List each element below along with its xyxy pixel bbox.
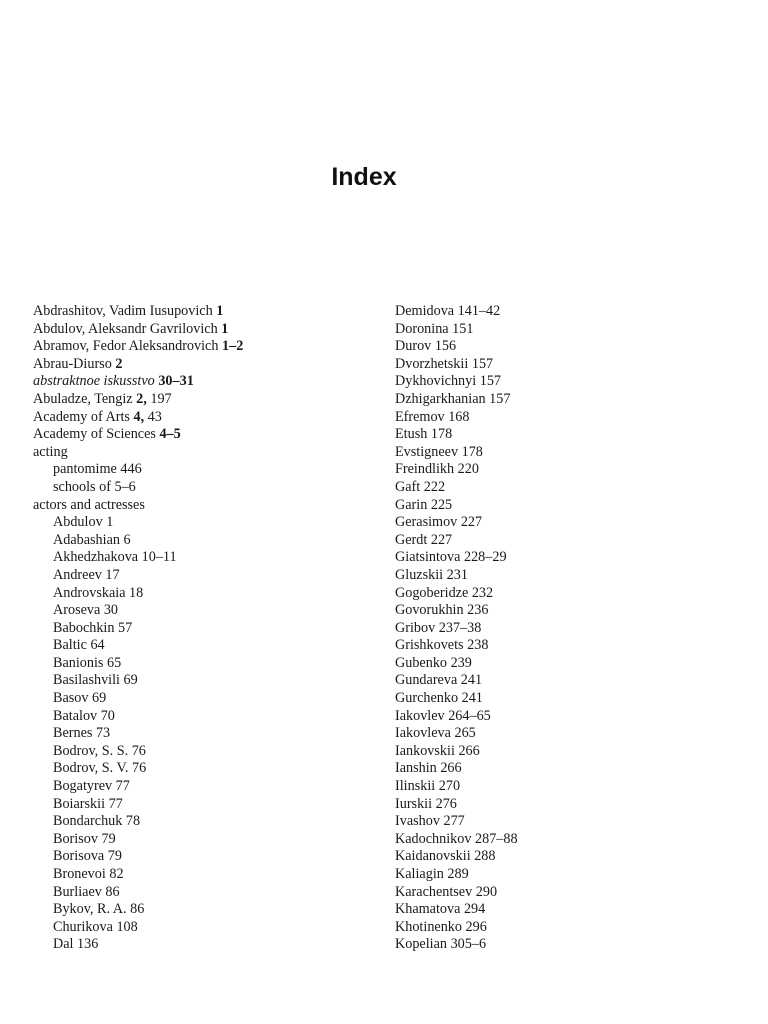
page-reference: 288	[474, 848, 496, 865]
index-term: Academy of Sciences	[33, 426, 156, 443]
page-reference: 178	[461, 443, 483, 460]
index-term: Churikova	[53, 918, 113, 935]
index-entry	[395, 708, 735, 726]
index-term: Ivashov	[395, 813, 440, 830]
index-term: Durov	[395, 338, 432, 355]
index-subentry	[33, 585, 363, 603]
page-reference: 57	[118, 619, 133, 636]
index-entry	[395, 338, 735, 356]
index-entry	[33, 391, 363, 409]
index-term: Abrau-Diurso	[33, 355, 112, 372]
index-term: Academy of Arts	[33, 408, 130, 425]
page-reference: 266	[458, 742, 480, 759]
index-entry	[395, 936, 735, 954]
index-entry	[33, 338, 363, 356]
index-term: Abdrashitov, Vadim Iusupovich	[33, 303, 213, 319]
page-reference: 156	[434, 338, 457, 355]
index-term: Ianshin	[395, 760, 437, 777]
index-entry	[395, 303, 735, 321]
index-subentry	[33, 690, 363, 708]
index-subentry	[33, 866, 363, 884]
index-subentry	[33, 620, 363, 638]
index-entry	[395, 796, 735, 814]
index-term: Iakovlev	[395, 707, 445, 724]
index-term: Karachentsev	[395, 883, 473, 900]
index-term: Batalov	[53, 707, 98, 724]
page-reference: 239	[450, 654, 472, 671]
page-reference: 77	[108, 795, 123, 812]
page-reference: 65	[107, 654, 122, 671]
index-subentry	[33, 549, 363, 567]
index-entry	[395, 444, 735, 462]
page-reference: 231	[446, 566, 468, 583]
index-term: Boiarskii	[53, 795, 106, 812]
index-subentry	[33, 901, 363, 919]
index-entry	[395, 672, 735, 690]
index-subentry	[33, 532, 363, 550]
page-reference: 168	[448, 408, 470, 425]
page-reference: 69	[123, 672, 138, 689]
index-term: Giatsintova	[395, 549, 461, 566]
index-term: Etush	[395, 426, 428, 443]
index-entry	[395, 514, 735, 532]
page-reference: 266	[440, 760, 462, 777]
index-term: Evstigneev	[395, 443, 459, 460]
index-entry	[395, 919, 735, 937]
page-reference: 290	[475, 883, 498, 900]
page-reference: 86	[105, 883, 120, 900]
index-term: Dal	[53, 936, 74, 953]
index-term: Gluzskii	[395, 566, 444, 583]
page-reference: 1	[216, 303, 224, 319]
index-entry	[395, 497, 735, 515]
index-term: pantomime	[53, 461, 117, 478]
index-entry	[395, 567, 735, 585]
page-reference: 4–5	[159, 426, 181, 443]
index-entry	[395, 743, 735, 761]
page-reference: 287–88	[475, 830, 518, 847]
index-entry	[395, 778, 735, 796]
page-reference: 64	[90, 637, 105, 654]
index-term: Basilashvili	[53, 672, 120, 689]
page-reference: 232	[471, 584, 494, 601]
index-term: Kopelian	[395, 936, 448, 953]
page-reference: 236	[467, 602, 489, 619]
index-term: Dykhovichnyi	[395, 373, 477, 390]
index-subentry	[33, 602, 363, 620]
page-reference: 17	[105, 566, 120, 583]
index-subentry	[33, 725, 363, 743]
page-reference: 79	[101, 830, 116, 847]
page-reference: 157	[471, 355, 494, 372]
page-reference: 270	[438, 778, 461, 795]
index-term: Doronina	[395, 320, 449, 337]
index-entry	[395, 620, 735, 638]
index-term: acting	[33, 443, 68, 460]
index-subentry	[33, 672, 363, 690]
page-reference: 220	[457, 461, 479, 478]
page-reference: 227	[430, 531, 453, 548]
index-term: Gurchenko	[395, 690, 459, 707]
index-subentry	[33, 796, 363, 814]
page-reference: 5–6	[114, 478, 136, 495]
index-term: Kaliagin	[395, 866, 444, 882]
index-entry	[395, 373, 735, 391]
page-reference: 227	[460, 514, 483, 531]
index-entry	[395, 356, 735, 374]
index-subentry	[33, 778, 363, 796]
index-term: Borisov	[53, 830, 98, 847]
index-term: schools of	[53, 478, 111, 495]
page-reference: 10–11	[141, 549, 177, 566]
index-term: Gribov	[395, 619, 436, 636]
index-entry	[33, 409, 363, 427]
index-term: Efremov	[395, 408, 445, 425]
index-entry	[395, 391, 735, 409]
index-entry	[395, 901, 735, 919]
index-entry	[395, 813, 735, 831]
page-reference: 136	[77, 936, 99, 953]
page-reference: 241	[460, 672, 483, 689]
index-term: abstraktnoe iskusstvo	[33, 373, 155, 390]
page-reference: 237–38	[438, 619, 482, 636]
index-subentry	[33, 919, 363, 937]
index-term: Kaidanovskii	[395, 848, 471, 865]
index-term: Gogoberidze	[395, 584, 469, 601]
page-reference: 76	[131, 760, 147, 777]
index-term: Banionis	[53, 654, 104, 671]
index-entry	[395, 426, 735, 444]
index-subentry	[33, 884, 363, 902]
index-entry	[395, 585, 735, 603]
page-title: Index	[331, 163, 397, 191]
page-reference: 238	[467, 637, 489, 654]
page-reference: 79	[107, 848, 122, 865]
index-subentry	[33, 514, 363, 532]
page-reference: 197	[150, 390, 172, 407]
index-entry	[33, 373, 363, 391]
index-subentry	[33, 831, 363, 849]
index-entry	[395, 848, 735, 866]
index-entry	[33, 356, 363, 374]
page-reference: 141–42	[457, 303, 501, 319]
page-reference: 296	[465, 918, 487, 935]
index-term: Bodrov, S. S.	[53, 742, 129, 759]
page-reference: 178	[430, 426, 453, 443]
index-term: Andreev	[53, 566, 102, 583]
index-term: Khamatova	[395, 901, 461, 918]
index-term: Akhedzhakova	[53, 549, 139, 566]
page-reference: 43	[147, 408, 162, 425]
page-reference: 294	[463, 901, 486, 918]
index-entry	[33, 303, 363, 321]
page-reference: 1–2	[222, 338, 244, 355]
index-term: Bodrov, S. V.	[53, 760, 129, 777]
index-term: Khotinenko	[395, 918, 462, 935]
page-reference: 157	[479, 373, 502, 390]
page-reference: 30–31	[158, 373, 194, 390]
index-entry	[395, 831, 735, 849]
page-reference: 228–29	[463, 549, 507, 566]
index-term: Freindlikh	[395, 461, 455, 478]
index-term: Gerasimov	[395, 514, 458, 531]
index-subentry	[33, 813, 363, 831]
index-term: Iankovskii	[395, 742, 455, 759]
page-reference: 82	[109, 866, 124, 882]
page-reference: 276	[435, 795, 457, 812]
page-reference: 277	[443, 813, 465, 830]
page-reference: 69	[92, 690, 107, 707]
page-reference: 76	[131, 742, 146, 759]
index-term: Androvskaia	[53, 584, 126, 601]
index-term: Abdulov, Aleksandr Gavrilovich	[33, 320, 218, 337]
index-term: Abuladze, Tengiz	[33, 390, 133, 407]
page-reference: 225	[430, 496, 453, 513]
index-term: Borisova	[53, 848, 105, 865]
page-reference: 70	[100, 707, 115, 724]
page-reference: 73	[95, 725, 111, 742]
index-subentry	[33, 760, 363, 778]
page-reference: 2	[115, 355, 123, 372]
index-entry	[395, 602, 735, 620]
index-subentry	[33, 461, 363, 479]
index-entry	[395, 866, 735, 884]
index-term: Abdulov	[53, 514, 103, 531]
page-reference: 264–65	[448, 707, 491, 724]
index-entry	[395, 690, 735, 708]
index-term: Bernes	[53, 725, 93, 742]
index-term: Burliaev	[53, 883, 102, 900]
page-reference: 6	[123, 531, 131, 548]
index-term: Garin	[395, 496, 428, 513]
page-reference: 1	[221, 320, 229, 337]
index-entry	[395, 479, 735, 497]
page-reference: 77	[115, 778, 130, 795]
page-reference: 4,	[133, 408, 145, 425]
index-term: Bondarchuk	[53, 813, 123, 830]
index-entry	[395, 655, 735, 673]
index-entry	[395, 461, 735, 479]
index-term: Demidova	[395, 303, 455, 319]
index-term: Grishkovets	[395, 637, 464, 654]
index-entry	[33, 321, 363, 339]
index-term: Adabashian	[53, 531, 120, 548]
index-term: Gaft	[395, 478, 421, 495]
index-subentry	[33, 655, 363, 673]
index-column-left	[33, 303, 363, 954]
page-reference: 86	[130, 901, 145, 918]
index-term: actors and actresses	[33, 496, 145, 513]
index-entry	[395, 725, 735, 743]
page-reference: 151	[452, 320, 474, 337]
index-entry	[395, 760, 735, 778]
index-entry	[395, 532, 735, 550]
page-reference: 2,	[136, 390, 147, 407]
index-term: Basov	[53, 690, 89, 707]
page-reference: 241	[461, 690, 483, 707]
page-reference: 222	[423, 478, 446, 495]
index-term: Gubenko	[395, 654, 448, 671]
page-reference: 157	[489, 390, 511, 407]
index-subentry	[33, 936, 363, 954]
page-reference: 446	[120, 461, 142, 478]
index-column-right	[395, 303, 735, 954]
index-term: Gerdt	[395, 531, 428, 548]
page-reference: 265	[454, 725, 476, 742]
index-entry	[395, 409, 735, 427]
page-reference: 1	[106, 514, 114, 531]
index-term: Aroseva	[53, 602, 101, 619]
index-term: Iurskii	[395, 795, 433, 812]
index-term: Baltic	[53, 637, 87, 654]
index-entry	[395, 321, 735, 339]
page-reference: 108	[116, 918, 138, 935]
index-entry	[395, 549, 735, 567]
page-reference: 305–6	[450, 936, 487, 953]
page-reference: 289	[447, 866, 469, 882]
index-subentry	[33, 743, 363, 761]
index-term: Dvorzhetskii	[395, 355, 469, 372]
index-term: Govorukhin	[395, 602, 464, 619]
index-term: Bogatyrev	[53, 778, 113, 795]
index-term: Gundareva	[395, 672, 458, 689]
index-term: Dzhigarkhanian	[395, 390, 486, 407]
index-subentry	[33, 848, 363, 866]
index-entry	[395, 637, 735, 655]
page-reference: 30	[103, 602, 119, 619]
page-reference: 18	[129, 584, 144, 601]
index-term: Kadochnikov	[395, 830, 472, 847]
index-subentry	[33, 567, 363, 585]
index-term: Iakovleva	[395, 725, 451, 742]
index-term: Ilinskii	[395, 778, 436, 795]
index-subentry	[33, 479, 363, 497]
index-entry	[395, 884, 735, 902]
index-term: Bykov, R. A.	[53, 901, 127, 918]
index-term: Babochkin	[53, 619, 115, 636]
index-entry	[33, 426, 363, 444]
page-reference: 78	[125, 813, 141, 830]
index-term: Bronevoi	[53, 866, 106, 882]
index-entry	[33, 497, 363, 515]
index-subentry	[33, 637, 363, 655]
index-entry	[33, 444, 363, 462]
index-term: Abramov, Fedor Aleksandrovich	[33, 338, 219, 355]
index-subentry	[33, 708, 363, 726]
